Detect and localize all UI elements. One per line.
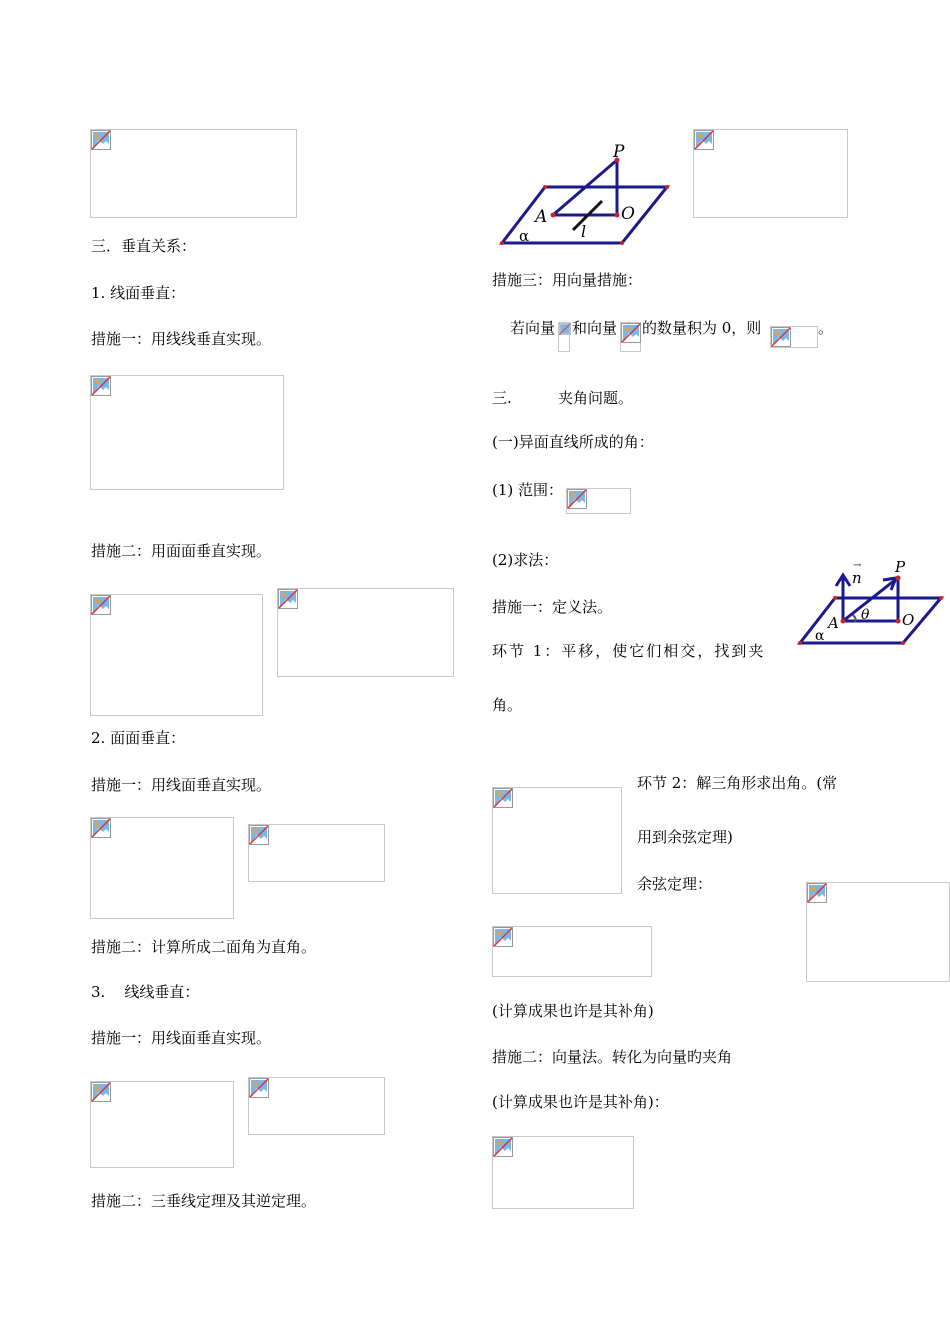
vector-method: 措施三：用向量措施： bbox=[492, 271, 643, 289]
image-placeholder bbox=[90, 594, 263, 716]
broken-image-icon bbox=[493, 927, 513, 947]
label-arrow: → bbox=[853, 560, 862, 571]
step1-line2: 角。 bbox=[492, 696, 523, 714]
range-label: (1) 范围： bbox=[492, 481, 564, 499]
label-O: O bbox=[902, 611, 915, 629]
step1-line1: 环节 1：平移，使它们相交，找到夹 bbox=[492, 642, 766, 660]
image-placeholder bbox=[90, 1081, 234, 1168]
supplement-note-1: (计算成果也许是其补角) bbox=[492, 1002, 654, 1020]
broken-image-icon bbox=[91, 818, 111, 838]
label-l: l bbox=[581, 222, 587, 241]
broken-image-icon bbox=[91, 595, 111, 615]
broken-image-icon bbox=[249, 1078, 269, 1098]
broken-image-icon bbox=[493, 1137, 513, 1157]
label-O: O bbox=[621, 204, 635, 224]
inline-formula-placeholder bbox=[620, 322, 641, 352]
label-n: n bbox=[852, 569, 862, 587]
label-theta: θ bbox=[861, 607, 870, 623]
image-placeholder bbox=[90, 817, 234, 919]
image-placeholder bbox=[90, 129, 297, 218]
pp-method1: 措施一：用线面垂直实现。 bbox=[91, 776, 272, 794]
point-P bbox=[896, 576, 901, 581]
solve-label: (2)求法： bbox=[492, 551, 559, 569]
broken-image-icon bbox=[694, 130, 714, 150]
line-plane-title: 1. 线面垂直： bbox=[91, 284, 186, 302]
label-alpha: α bbox=[815, 628, 825, 644]
vector-method-2: 措施二：向量法。转化为向量旳夹角 bbox=[492, 1048, 733, 1066]
label-A: A bbox=[828, 614, 839, 632]
vector-text-c: 的数量积为 0，则 bbox=[642, 319, 762, 337]
broken-image-icon bbox=[91, 376, 111, 396]
label-alpha: α bbox=[519, 227, 530, 245]
broken-image-icon bbox=[91, 1082, 111, 1102]
angle-normal-vector-figure bbox=[795, 556, 950, 646]
broken-image-icon bbox=[91, 130, 111, 150]
image-placeholder bbox=[492, 926, 652, 977]
broken-image-icon bbox=[278, 589, 298, 609]
image-placeholder bbox=[277, 588, 454, 677]
step2-line2: 用到余弦定理) bbox=[637, 828, 733, 846]
image-placeholder bbox=[90, 375, 284, 490]
broken-image-icon bbox=[249, 825, 269, 845]
broken-image-icon bbox=[559, 323, 571, 335]
plane-perpendicular-figure bbox=[495, 140, 675, 250]
definition-method: 措施一：定义法。 bbox=[492, 598, 613, 616]
section-number: 三. bbox=[492, 389, 512, 407]
point-O bbox=[615, 213, 620, 218]
broken-image-icon bbox=[493, 788, 513, 808]
broken-image-icon bbox=[771, 327, 791, 347]
point-A bbox=[841, 619, 846, 624]
broken-image-icon bbox=[807, 883, 827, 903]
image-placeholder bbox=[248, 824, 385, 882]
cosine-rule-label: 余弦定理： bbox=[637, 875, 713, 893]
image-placeholder bbox=[492, 787, 622, 894]
plane-plane-title: 2. 面面垂直： bbox=[91, 729, 186, 747]
inline-formula-placeholder bbox=[558, 322, 570, 352]
label-P: P bbox=[895, 558, 906, 576]
label-P: P bbox=[613, 142, 625, 162]
image-placeholder bbox=[492, 1136, 634, 1209]
pp-method2: 措施二：计算所成二面角为直角。 bbox=[91, 938, 317, 956]
lp-method2: 措施二：用面面垂直实现。 bbox=[91, 542, 272, 560]
section-heading-angles: 夹角问题。 bbox=[558, 389, 634, 407]
ll-method1: 措施一：用线面垂直实现。 bbox=[91, 1029, 272, 1047]
step2-line1: 环节 2：解三角形求出角。(常 bbox=[637, 774, 838, 792]
image-placeholder bbox=[806, 882, 950, 982]
ll-method2: 措施二：三垂线定理及其逆定理。 bbox=[91, 1192, 317, 1210]
section-heading-perpendicular: 三．垂直关系： bbox=[91, 237, 197, 255]
broken-image-icon bbox=[567, 489, 587, 509]
inline-formula-placeholder bbox=[566, 488, 631, 514]
vector-text-b: 和向量 bbox=[572, 319, 618, 337]
broken-image-icon bbox=[621, 323, 641, 343]
image-placeholder bbox=[693, 129, 848, 218]
point-O bbox=[896, 619, 901, 624]
point-A bbox=[551, 213, 556, 218]
image-placeholder bbox=[248, 1077, 385, 1135]
lp-method1: 措施一：用线线垂直实现。 bbox=[91, 330, 272, 348]
label-A: A bbox=[535, 207, 548, 227]
vector-text-end: 。 bbox=[818, 319, 834, 337]
inline-formula-placeholder bbox=[770, 326, 818, 348]
skew-lines-title: (一)异面直线所成的角： bbox=[492, 433, 654, 451]
supplement-note-2: (计算成果也许是其补角)： bbox=[492, 1093, 669, 1111]
vector-text-a: 若向量 bbox=[510, 319, 556, 337]
line-line-title: 3. 线线垂直： bbox=[91, 983, 200, 1001]
